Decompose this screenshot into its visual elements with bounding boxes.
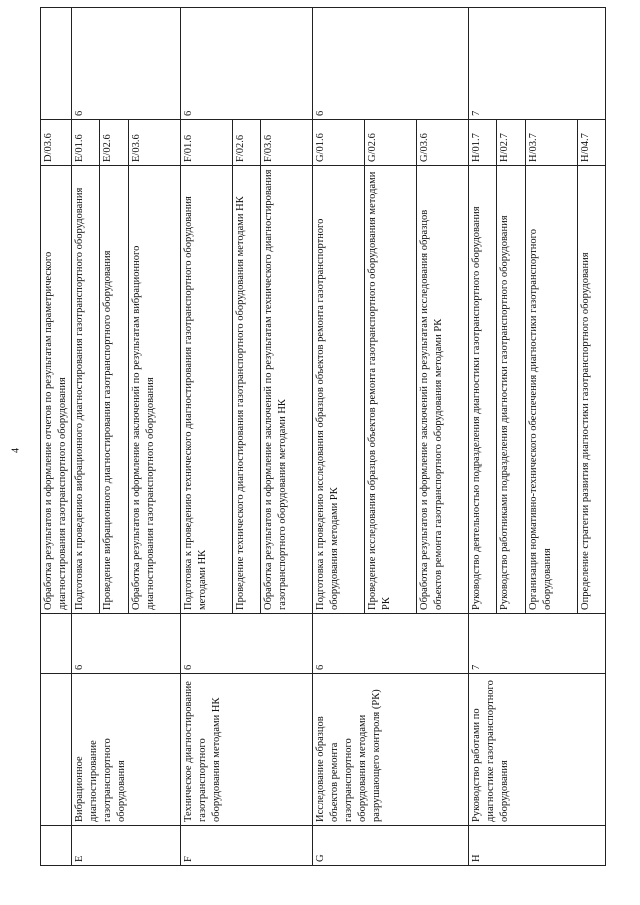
empty-cell	[41, 614, 72, 674]
function-name: Подготовка к проведению технического диагностирования газотранспортного оборудования методами НК	[180, 166, 232, 614]
function-code: H/01.7	[468, 120, 496, 166]
function-name: Проведение исследования образцов объектов ремонта газотранспортного оборудования методами РК	[364, 166, 416, 614]
function-code: H/02.7	[497, 120, 525, 166]
function-code: E/02.6	[100, 120, 128, 166]
table-row	[180, 8, 232, 866]
function-code: H/04.7	[577, 120, 606, 166]
function-name: Обработка результатов и оформление заключений по результатам технического диагностирования газотранспортного оборудования методами НК	[261, 166, 313, 614]
function-level: 6	[180, 8, 312, 120]
functions-table	[40, 7, 606, 866]
table-row	[313, 8, 365, 866]
function-name: Руководство работниками подразделения диагностики газотранспортного оборудования	[497, 166, 525, 614]
function-name: Обработка результатов и оформление заключений по результатам вибрационного диагностирования газотранспортного оборудования	[128, 166, 180, 614]
function-name: Обработка результатов и оформление отчетов по результатам параметрического диагностирования газотранспортного оборудования	[41, 166, 72, 614]
function-code: D/03.6	[41, 120, 72, 166]
empty-cell	[41, 8, 72, 120]
generalized-function-name: Исследование образцов объектов ремонта газотранспортного оборудования методами разрушающего контроля (РК)	[313, 674, 469, 826]
generalized-function-name: Вибрационное диагностирование газотранспортного оборудования	[72, 674, 181, 826]
table-row	[41, 8, 72, 866]
table-row	[468, 8, 496, 866]
group-code: G	[313, 826, 469, 866]
function-name: Руководство деятельностью подразделения диагностики газотранспортного оборудования	[468, 166, 496, 614]
function-code: G/02.6	[364, 120, 416, 166]
function-name: Подготовка к проведению исследования образцов объектов ремонта газотранспортного оборудования методами РК	[313, 166, 365, 614]
function-name: Проведение вибрационного диагностирования газотранспортного оборудования	[100, 166, 128, 614]
function-name: Организация нормативно-технического обеспечения диагностики газотранспортного оборудования	[525, 166, 577, 614]
group-level: 6	[72, 614, 181, 674]
function-level: 6	[72, 8, 181, 120]
function-name: Обработка результатов и оформление заключений по результатам исследования образцов объектов ремонта газотранспортного оборудования методами РК	[416, 166, 468, 614]
empty-cell	[41, 674, 72, 826]
function-level: 7	[468, 8, 605, 120]
rotated-table-sheet	[40, 8, 606, 866]
group-code: E	[72, 826, 181, 866]
group-level: 6	[313, 614, 469, 674]
function-level: 6	[313, 8, 469, 120]
function-code: F/03.6	[261, 120, 313, 166]
page-number: 4	[10, 448, 22, 453]
function-name: Определение стратегии развития диагностики газотранспортного оборудования	[577, 166, 606, 614]
empty-cell	[41, 826, 72, 866]
generalized-function-name: Руководство работами по диагностике газотранспортного оборудования	[468, 674, 605, 826]
function-name: Проведение технического диагностирования газотранспортного оборудования методами НК	[232, 166, 260, 614]
generalized-function-name: Техническое диагностирование газотранспортного оборудования методами НК	[180, 674, 312, 826]
function-code: F/01.6	[180, 120, 232, 166]
group-code: H	[468, 826, 605, 866]
function-code: E/01.6	[72, 120, 100, 166]
function-name: Подготовка к проведению вибрационного диагностирования газотранспортного оборудования	[72, 166, 100, 614]
group-level: 7	[468, 614, 605, 674]
function-code: G/03.6	[416, 120, 468, 166]
function-code: H/03.7	[525, 120, 577, 166]
function-code: F/02.6	[232, 120, 260, 166]
function-code: G/01.6	[313, 120, 365, 166]
function-code: E/03.6	[128, 120, 180, 166]
group-level: 6	[180, 614, 312, 674]
group-code: F	[180, 826, 312, 866]
table-row	[72, 8, 100, 866]
